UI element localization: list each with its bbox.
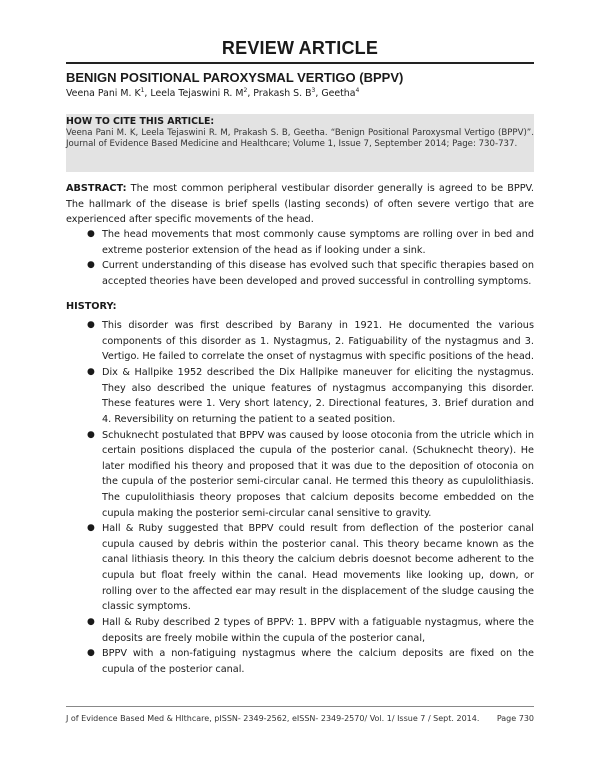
title-divider (66, 62, 534, 64)
list-item-text: Dix & Hallpike 1952 described the Dix Hallpike maneuver for eliciting the nystagmus. They also described the unique features of nystagmus accompanying this disorder. These features were 1. Very short latency, 2. Directional features, 3. Brief duration and 4. Reversibility on returning the patient to a seated position. (102, 366, 534, 425)
list-item-text: This disorder was first described by Barany in 1921. He documented the various components of this disorder as 1. Nystagmus, 2. Fatiguability of the nystagmus and 3. Vertigo. He failed to correlate the onset of nystagmus with specific positions of the head. (102, 320, 535, 363)
list-item (66, 615, 534, 646)
abstract-text: The most common peripheral vestibular disorder generally is agreed to be BPPV. The hallmark of the disease is brief spells (lasting seconds) of often severe vertigo that are experienced after specific movements of the head. (66, 183, 534, 226)
list-item (66, 646, 534, 677)
list-item-text: Schuknecht postulated that BPPV was caused by loose otoconia from the utricle which in certain positions displaced the cupula of the posterior canal. (Schuknecht theory). He later modified his theory and proposed that it was due to the deposition of otoconia on the cupula of the posterior semi-circular canal. He termed this theory as cupulolithiasis. The cupulolithiasis theory proposes that calcium deposits become embedded on the cupula making the posterior semi-circular canal sensitive to gravity. (102, 429, 534, 519)
author-affiliation: 4 (355, 87, 360, 94)
bullet-icon: ● (87, 260, 95, 271)
citation-heading: HOW TO CITE THIS ARTICLE: (66, 116, 215, 127)
list-item-text: The head movements that most commonly cause symptoms are rolling over in bed and extreme posterior extension of the head as if looking under a sink. (102, 229, 534, 256)
author-name: Prakash S. B (253, 88, 312, 100)
abstract-bullet-list (66, 227, 534, 289)
list-item (66, 227, 534, 258)
list-item (66, 521, 534, 615)
bullet-icon: ● (87, 617, 95, 628)
author-name: Veena Pani M. K (66, 88, 141, 100)
list-item (66, 318, 534, 365)
author-affiliation: 2 (243, 87, 248, 94)
citation-text: Veena Pani M. K, Leela Tejaswini R. M, Prakash S. B, Geetha. “Benign Positional Paroxysmal Vertigo (BPPV)”. Journal of Evidence Based Medicine and Healthcare; Volume 1, Issue 7, September 2014; Page: 730-737. (66, 128, 534, 150)
list-item (66, 428, 534, 522)
author-list: Veena Pani M. $K^1$, Leela Tejaswini R. $M^2$, Prakash S. $B^3$, Geetha$^4$ (66, 87, 360, 100)
list-item-text: Hall & Ruby suggested that BPPV could result from deflection of the posterior canal cupula caused by debris within the posterior canal. This theory became known as the canal lithiasis theory. In this theory the calcium debris doesnot become adherent to the cupula but float freely within the canal. Head movements like looking up, down, or rolling over to the affected ear may result in the displacement of the sludge causing the classic symptoms. (102, 523, 534, 613)
list-item-text: BPPV with a non-fatiguing nystagmus where the calcium deposits are fixed on the cupula of the posterior canal. (102, 648, 534, 675)
paper-title: BENIGN POSITIONAL PAROXYSMAL VERTIGO (BPPV) (66, 70, 404, 85)
list-item-text: Current understanding of this disease has evolved such that specific therapies based on accepted theories have been developed and proved successful in controlling symptoms. (102, 260, 534, 287)
list-item-text: Hall & Ruby described 2 types of BPPV: 1. BPPV with a fatiguable nystagmus, where the deposits are freely mobile within the cupula of the posterior canal, (102, 617, 534, 644)
bullet-icon: ● (87, 366, 95, 377)
footer-page-number: Page 730 (496, 714, 534, 723)
bullet-icon: ● (87, 320, 95, 330)
footer-journal-info: J of Evidence Based Med & Hlthcare, pISSN- 2349-2562, eISSN- 2349-2570/ Vol. 1/ Issue 7 / Sept. 2014. (66, 714, 480, 723)
article-type-heading: REVIEW ARTICLE (221, 38, 379, 58)
history-heading: HISTORY: (66, 301, 117, 312)
bullet-icon: ● (87, 429, 95, 440)
footer-divider (66, 706, 534, 707)
history-bullet-list (66, 318, 534, 678)
author-affiliation: 3 (311, 87, 316, 94)
bullet-icon: ● (87, 648, 95, 659)
list-item (66, 365, 534, 427)
author-name: Leela Tejaswini R. M (150, 88, 244, 100)
bullet-icon: ● (87, 229, 95, 239)
author-affiliation: 1 (140, 87, 145, 94)
abstract-label: ABSTRACT: (66, 183, 127, 194)
bullet-icon: ● (87, 523, 95, 534)
abstract-paragraph (66, 181, 534, 228)
author-name: Geetha (321, 88, 356, 100)
list-item (66, 258, 534, 289)
